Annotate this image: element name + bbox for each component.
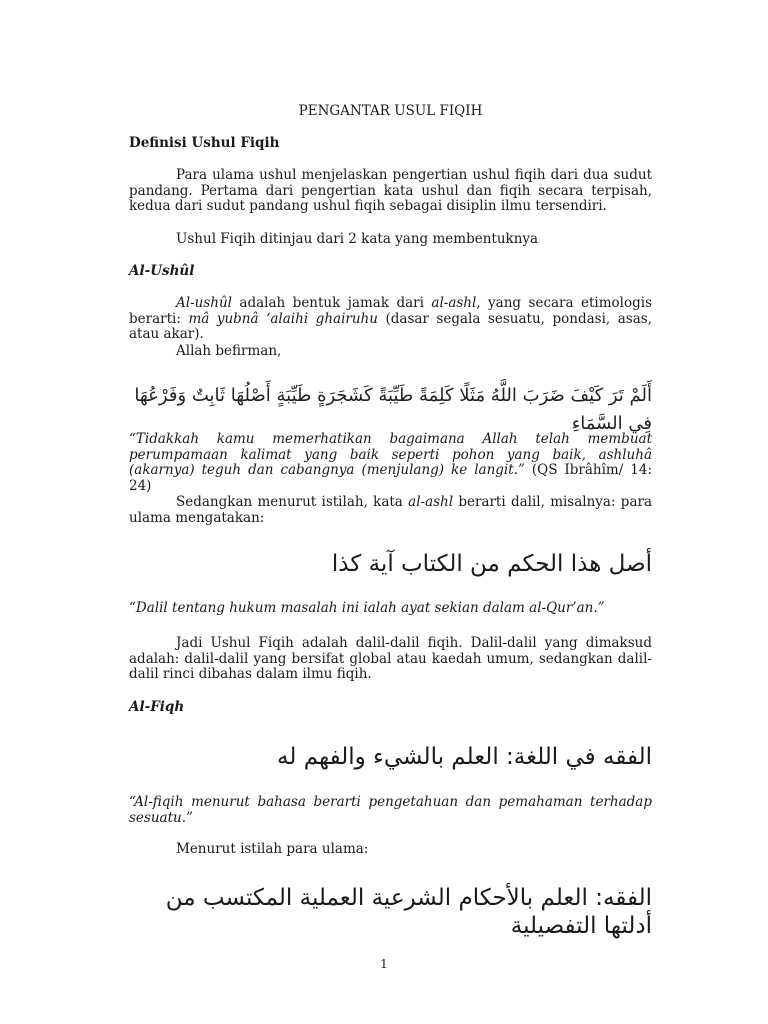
translation-fiqh: “Al-fiqih menurut bahasa berarti pengetahuan dan pemahaman terhadap sesuatu.” <box>129 794 652 826</box>
arabic-verse: أَلَمْ تَرَ كَيْفَ ضَرَبَ اللَّهُ مَثَلًا كَلِمَةً طَيِّبَةً كَشَجَرَةٍ طَيِّبَةٍ أَصْلُهَا ثَابِتٌ وَفَرْعُهَا فِي السَّمَاءِ <box>134 385 652 434</box>
text-fragment: berarti dalil, misalnya: para ulama mengatakan: <box>129 494 652 526</box>
paragraph-definisi: Para ulama ushul menjelaskan pengertian ushul fiqih dari dua sudut pandang. Pertama dari pengertian kata ushul dan fiqih secara terpisah, kedua dari sudut pandang ushul fiqih sebagai disiplin ilmu tersendiri. <box>129 167 652 214</box>
verse-citation: (QS Ibrâhîm/ 14: 24) <box>129 462 652 494</box>
term-ma-yubna: mâ yubnâ ‘alaihi ghairuhu <box>188 310 378 327</box>
translation-ashl: “Dalil tentang hukum masalah ini ialah ayat sekian dalam al-Qur’an.” <box>129 600 605 616</box>
text-fragment: adalah bentuk jamak dari <box>231 295 432 311</box>
paragraph-ditinjau: Ushul Fiqih ditinjau dari 2 kata yang membentuknya <box>176 231 539 247</box>
heading-al-ushul: Al-Ushûl <box>129 263 195 279</box>
term-al-ashl: al-ashl <box>408 494 454 510</box>
heading-al-fiqh: Al-Fiqh <box>129 699 185 715</box>
arabic-ashl: أصل هذا الحكم من الكتاب آية كذا <box>331 551 652 577</box>
term-al-ushul: Al-ushûl <box>176 295 232 311</box>
page-number: 1 <box>380 957 388 971</box>
paragraph-allah-befirman: Allah befirman, <box>176 343 282 359</box>
translation-verse <box>129 432 652 494</box>
text-fragment: , yang secara etimologis berarti: <box>129 295 652 327</box>
document-title: PENGANTAR USUL FIQIH <box>298 103 483 119</box>
paragraph-jadi-ushul: Jadi Ushul Fiqih adalah dalil-dalil fiqih. Dalil-dalil yang dimaksud adalah: dalil-dalil yang bersifat global atau kaedah umum, sedangkan dalil-dalil rinci dibahas dalam ilmu fiqih. <box>129 635 652 682</box>
translation-verse-text: “Tidakkah kamu memerhatikan bagaimana Allah telah membuat perumpamaan kalimat yang baik seperti pohon yang baik, ashluhâ (akarnya) teguh dan cabangnya (menjulang) ke langit.” <box>129 431 652 478</box>
paragraph-menurut-istilah: Menurut istilah para ulama: <box>176 841 369 857</box>
arabic-fiqh-istilah: الفقه: العلم بالأحكام الشرعية العملية المكتسب من أدلتها التفصيلية <box>165 885 652 939</box>
paragraph-istilah <box>129 495 652 526</box>
heading-definisi: Definisi Ushul Fiqih <box>129 135 280 151</box>
paragraph-al-ushul <box>129 296 652 343</box>
text-fragment: (dasar segala sesuatu, pondasi, asas, atau akar). <box>129 310 652 342</box>
text-fragment: Sedangkan menurut istilah, kata <box>176 494 409 510</box>
term-al-ashl: al-ashl <box>431 295 477 311</box>
arabic-fiqh-lughah: الفقه في اللغة: العلم بالشيء والفهم له <box>277 744 652 770</box>
